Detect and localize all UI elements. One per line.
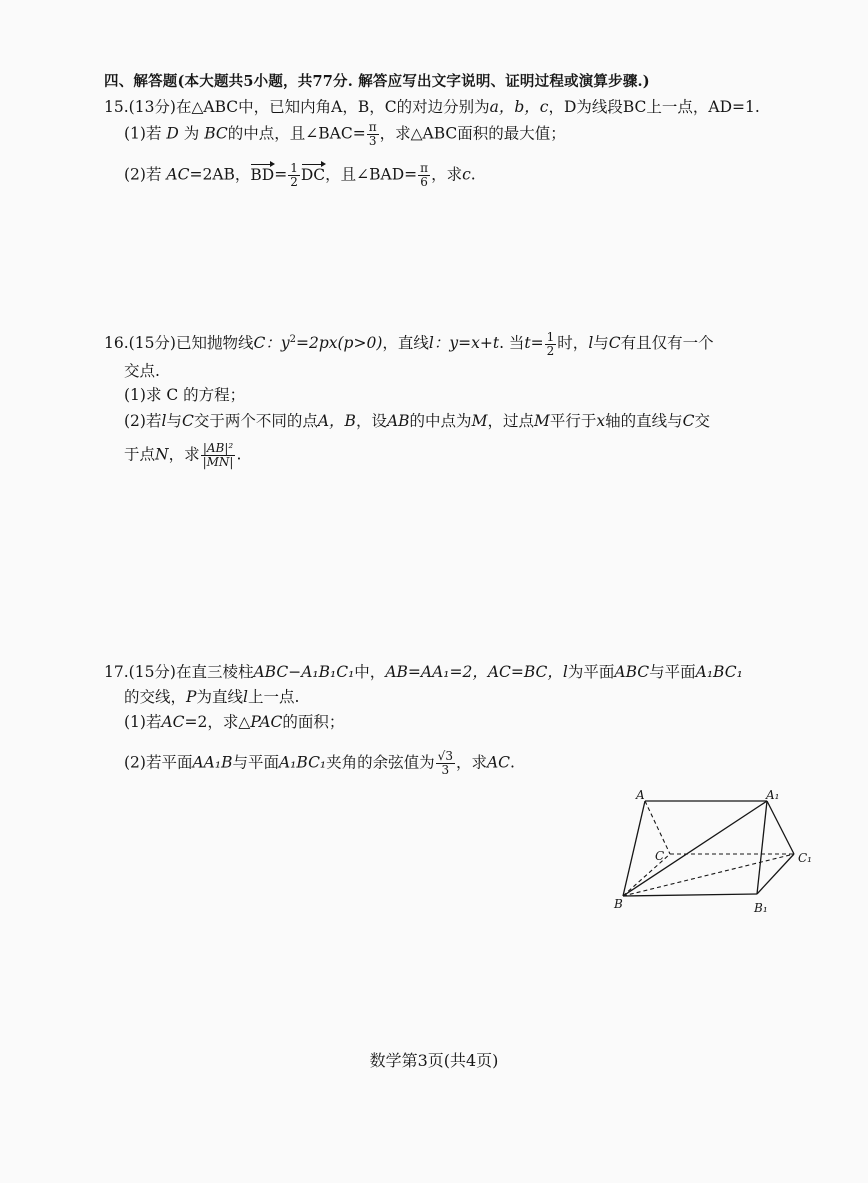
q15-p1-frac-den: 3	[368, 134, 377, 148]
q16-C: C	[608, 334, 621, 353]
q17-l2-c: 为直线	[196, 688, 243, 706]
q17-intro-g: 与平面	[649, 663, 696, 681]
q15-p1-BC: BC	[204, 124, 228, 143]
q16-intro-k: 与	[593, 334, 609, 353]
q15-p2-vector-BD: BD	[250, 165, 275, 184]
q16-p2-g: ，设	[355, 412, 387, 430]
prism-figure	[612, 786, 832, 921]
q17-A1BC1: A₁BC₁	[695, 663, 743, 681]
q17-l2-e: 上一点.	[247, 688, 300, 706]
page-footer: 数学第3页(共4页)	[369, 1051, 499, 1070]
q15-p2-frac-num: 1	[290, 161, 298, 175]
q17-p2-f: ，求	[455, 753, 487, 772]
q17-p1-PAC: PAC	[250, 713, 283, 731]
q17-p2-e: 夹角的余弦值为	[326, 753, 435, 772]
q15-p2-fraction2	[418, 162, 430, 189]
edge-AC-hidden	[645, 801, 670, 854]
q17-p2-fraction	[436, 750, 455, 777]
label-C: C	[655, 849, 665, 863]
q16-p2-e: 交于两个不同的点	[193, 412, 318, 430]
q15-p1-frac-num: π	[368, 120, 377, 134]
q16-p2-C2: C	[682, 412, 695, 430]
q15-p1-ask: ，求△ABC面积的最大值；	[379, 124, 566, 143]
q17-l: l	[242, 688, 248, 706]
q15-p1-a: (1)若	[124, 124, 162, 143]
q16-intro-a: (15分)已知抛物线	[128, 334, 254, 353]
q15-p1-c: 为	[183, 124, 200, 143]
q15-intro-text: (13分)在△ABC中，已知内角A，B，C的对边分别为	[128, 98, 490, 116]
q17-p2-AA1B: AA₁B	[192, 753, 233, 772]
q16-intro-i: 时，	[557, 334, 589, 353]
q16-p2-c: 与	[166, 412, 182, 430]
q16-part2	[124, 410, 710, 432]
q15-p1-angle: 的中点，且∠BAC=	[227, 124, 366, 143]
q17-p1-a: (1)若	[124, 713, 162, 731]
q16-t: t	[524, 334, 531, 353]
edge-BC1-hidden	[623, 854, 794, 896]
q16-p2-i: 的中点为	[409, 412, 472, 430]
q17-p1-c: =2，求△	[184, 713, 251, 731]
q15-p2-vector-DC: DC	[300, 165, 326, 184]
q16-part2-cont	[124, 442, 241, 469]
q17-p2-frac-num: √3	[437, 749, 453, 763]
q17-intro	[104, 661, 743, 683]
q16-p3-frac-den: |MN|	[202, 455, 234, 469]
edge-A1B1	[757, 801, 767, 894]
q17-l2-a: 的交线，	[124, 688, 187, 706]
q16-frac-num: 1	[546, 329, 555, 344]
q17-p2-AC: AC	[486, 753, 511, 772]
q15-p2-a: (2)若	[124, 165, 162, 184]
q17-prism: ABC−A₁B₁C₁	[253, 663, 355, 681]
q16-p3-period: .	[236, 445, 242, 464]
q16-p2-AB-points: A，B	[317, 412, 356, 430]
q15-p2-frac-den: 2	[290, 175, 298, 189]
q16-p2-C: C	[181, 412, 194, 430]
q15-p2-period: .	[470, 165, 476, 184]
q15-sides: a，b，c	[489, 98, 549, 116]
q17-p2-A1BC1: A₁BC₁	[278, 753, 327, 772]
edge-BA1	[623, 801, 767, 896]
q16-parabola-rhs: =2px(p>0)	[295, 334, 383, 353]
edge-B1C1	[757, 854, 794, 894]
section-header: 四、解答题(本大题共5小题，共77分. 解答应写出文字说明、证明过程或演算步骤.)	[104, 73, 650, 90]
q15-p2-fraction	[288, 162, 300, 189]
q17-p2-period: .	[510, 753, 515, 772]
q17-intro-a: (15分)在直三棱柱	[128, 663, 254, 681]
edge-AB	[623, 801, 645, 896]
q16-p2-AB: AB	[386, 412, 410, 430]
q16-l: l	[588, 334, 594, 353]
q16-eq: =	[530, 334, 544, 353]
q16-p2-l: l	[161, 412, 167, 430]
q17-P: P	[186, 688, 197, 706]
q17-part2	[124, 750, 515, 777]
q15-p2-angle: ，且∠BAD=	[325, 165, 418, 184]
q17-p2-c: 与平面	[232, 753, 279, 772]
q16-p3-N: N	[155, 445, 169, 464]
q17-part1	[124, 711, 344, 733]
q17-intro-c: 中，	[354, 663, 386, 681]
q16-p3-a: 于点	[124, 445, 156, 464]
q15-p2-eq: =	[274, 165, 288, 184]
q15-p2-c: =2AB，	[189, 165, 251, 184]
q16-p3-c: ，求	[168, 445, 200, 464]
q16-intro-f: . 当	[499, 334, 525, 353]
q17-number: 17.	[104, 663, 129, 681]
q16-fraction	[545, 331, 557, 358]
q15-p1-fraction	[367, 121, 379, 148]
q15-number: 15.	[104, 98, 129, 116]
q16-p2-x: x	[596, 412, 606, 430]
q16-sup: 2	[289, 334, 296, 345]
label-A1: A₁	[766, 788, 780, 802]
q15-intro-end: ，D为线段BC上一点，AD=1.	[548, 98, 760, 116]
q15-p1-D: D	[166, 124, 179, 143]
q15-p2-c-var: c	[462, 165, 471, 184]
q15-p2-frac2-den: 6	[420, 175, 428, 189]
q17-conditions: AB=AA₁=2，AC=BC，l	[385, 663, 568, 681]
q16-p2-o: 轴的直线与	[605, 412, 683, 430]
q16-frac-den: 2	[546, 343, 555, 358]
q16-p2-k: ，过点	[487, 412, 534, 430]
edge-BB1	[623, 894, 757, 896]
q17-line2	[124, 686, 299, 708]
q15-part1	[124, 121, 566, 148]
q16-p2-M2: M	[533, 412, 550, 430]
q17-p1-e: 的面积；	[282, 713, 345, 731]
q16-p2-q: 交	[694, 412, 710, 430]
q15-intro	[104, 96, 760, 118]
q16-p2-M: M	[471, 412, 488, 430]
q15-p2-frac2-num: π	[420, 161, 429, 175]
q17-ABC: ABC	[614, 663, 650, 681]
q16-line2: 交点.	[124, 362, 160, 380]
q16-intro-m: 有且仅有一个	[620, 334, 714, 353]
q15-p2-AC: AC	[166, 165, 190, 184]
edge-A1C1	[767, 801, 794, 854]
q15-p2-ask: ，求	[431, 165, 463, 184]
q17-intro-e: 为平面	[567, 663, 615, 681]
q16-line: l：y=x+t	[428, 334, 500, 353]
q17-p2-frac-den: 3	[441, 763, 450, 777]
q15-part2	[124, 162, 476, 189]
label-B1: B₁	[754, 901, 768, 915]
q17-p2-a: (2)若平面	[124, 753, 193, 772]
q16-p2-a: (2)若	[124, 412, 162, 430]
q16-number: 16.	[104, 334, 129, 353]
q16-intro	[104, 329, 714, 358]
label-C1: C₁	[798, 851, 812, 865]
q16-p3-frac-num: |AB|²	[202, 441, 234, 455]
q17-p1-AC: AC	[161, 713, 185, 731]
q16-p3-fraction	[201, 442, 236, 469]
q16-parabola: C：y	[253, 334, 290, 353]
label-A: A	[636, 788, 645, 802]
label-B: B	[614, 897, 623, 911]
q16-intro-d: ，直线	[382, 334, 429, 353]
q16-p2-m: 平行于	[549, 412, 597, 430]
q16-part1: (1)求 C 的方程；	[124, 386, 246, 404]
